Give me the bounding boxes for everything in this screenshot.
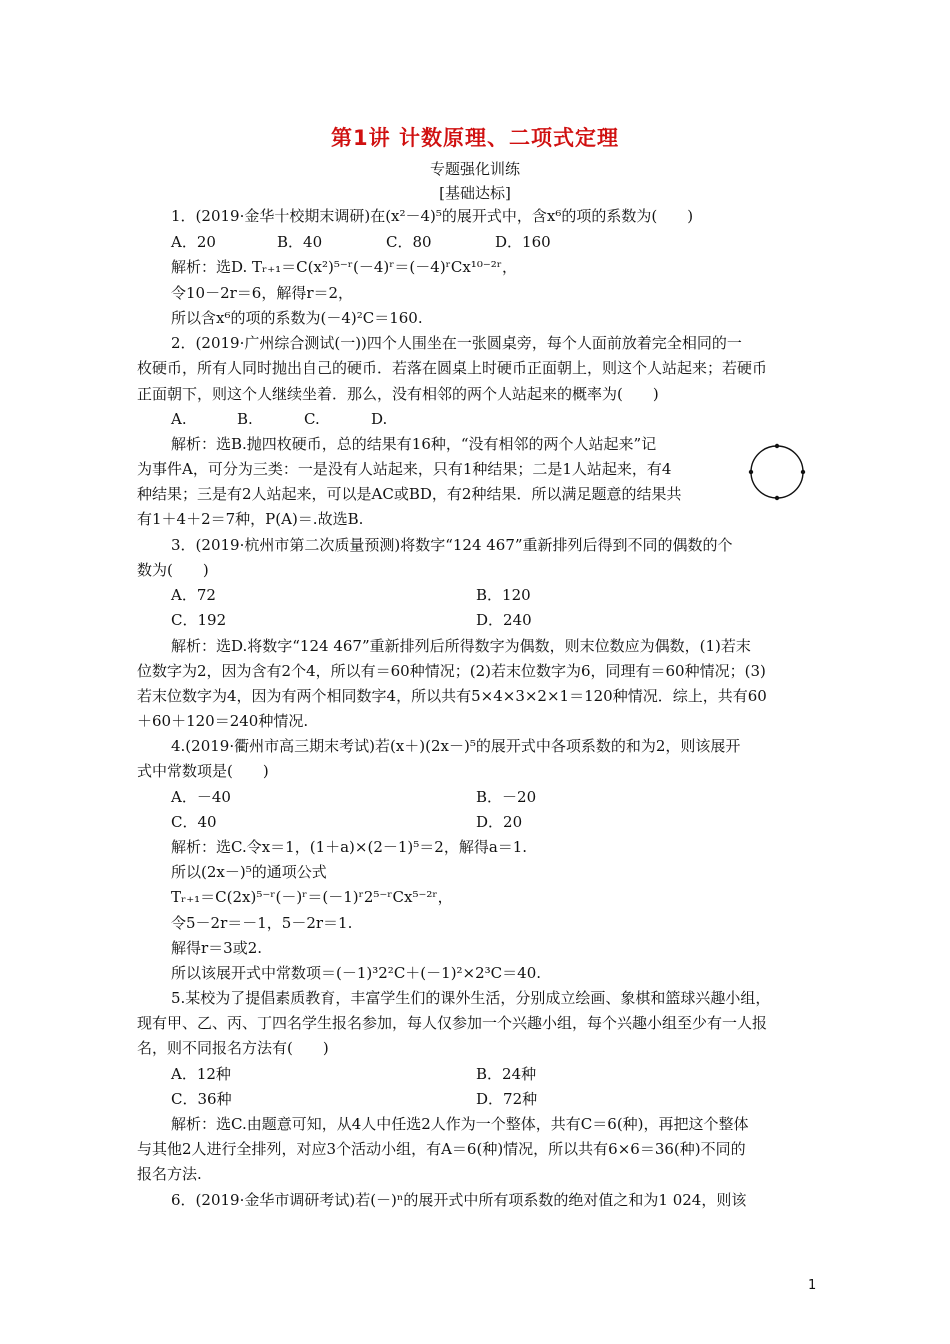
q4-option-a: A．－40 xyxy=(171,788,231,806)
q3-stem-line: 3．(2019·杭州市第二次质量预测)将数字“124 467”重新排列后得到不同的偶数的个 xyxy=(171,536,733,554)
seat-c-point xyxy=(775,496,779,500)
q3-option-a: A．72 xyxy=(171,586,216,604)
q5-solution-line: 解析：选C.由题意可知，从4人中任选2人作为一个整体，共有C＝6(种)，再把这个整体 xyxy=(171,1115,749,1133)
q3-solution-line: 解析：选D.将数字“124 467”重新排列后所得数字为偶数，则末位数应为偶数，(1)若末 xyxy=(171,637,751,655)
q1-option-d: D．160 xyxy=(495,233,551,251)
section-label: [基础达标] xyxy=(439,184,511,202)
q4-solution-line: 令5－2r＝－1，5－2r＝1. xyxy=(171,914,353,932)
q3-solution-line: 位数字为2，因为含有2个4，所以有＝60种情况；(2)若末位数字为6，同理有＝60种情况；(3) xyxy=(137,662,766,680)
q2-stem-line: 枚硬币，所有人同时抛出自己的硬币．若落在圆桌上时硬币正面朝上，则这个人站起来；若硬币 xyxy=(137,359,768,377)
q5-option-a: A．12种 xyxy=(171,1065,231,1083)
q1-solution-line: 解析：选D. Tᵣ₊₁＝C(x²)⁵⁻ʳ(－4)ʳ＝(－4)ʳCx¹⁰⁻²ʳ， xyxy=(171,258,517,276)
q1-option-c: C．80 xyxy=(386,233,432,251)
q5-stem-line: 名，则不同报名方法有( ) xyxy=(137,1039,329,1057)
q4-option-c: C．40 xyxy=(171,813,217,831)
q3-option-b: B．120 xyxy=(476,586,531,604)
q2-solution-line: 种结果；三是有2人站起来，可以是AC或BD，有2种结果．所以满足题意的结果共 xyxy=(137,485,682,503)
q1-option-b: B．40 xyxy=(277,233,323,251)
subtitle: 专题强化训练 xyxy=(429,160,520,178)
q1-option-a: A．20 xyxy=(171,233,216,251)
q4-option-d: D．20 xyxy=(476,813,523,831)
q5-option-c: C．36种 xyxy=(171,1090,232,1108)
q5-stem-line: 现有甲、乙、丙、丁四名学生报名参加，每人仅参加一个兴趣小组，每个兴趣小组至少有一人报 xyxy=(137,1014,768,1032)
seat-b-point xyxy=(801,470,805,474)
q4-option-b: B．－20 xyxy=(476,788,537,806)
seat-d-point xyxy=(749,470,753,474)
q2-option-d: D. xyxy=(371,410,388,428)
q5-option-d: D．72种 xyxy=(476,1090,538,1108)
q4-solution-line: 所以该展开式中常数项＝(－1)³2²C＋(－1)²×2³C＝40. xyxy=(171,964,542,982)
round-table-circle xyxy=(751,446,803,498)
q6-stem-line: 6．(2019·金华市调研考试)若(－)ⁿ的展开式中所有项系数的绝对值之和为1 024，则该 xyxy=(171,1191,747,1209)
q5-solution-line: 与其他2人进行全排列，对应3个活动小组，有A＝6(种)情况，所以共有6×6＝36(种)不同的 xyxy=(137,1140,746,1158)
q3-solution-line: 若末位数字为4，因为有两个相同数字4，所以共有5×4×3×2×1＝120种情况．综上，共有60 xyxy=(137,687,767,705)
q3-option-c: C．192 xyxy=(171,611,227,629)
q3-solution-line: ＋60＋120＝240种情况. xyxy=(137,712,309,730)
q4-stem-line: 4.(2019·衢州市高三期末考试)若(x＋)(2x－)⁵的展开式中各项系数的和为2，则该展开 xyxy=(171,737,741,755)
q2-solution-line: 有1＋4＋2＝7种，P(A)＝.故选B. xyxy=(137,510,364,528)
q4-solution-line: Tᵣ₊₁＝C(2x)⁵⁻ʳ(－)ʳ＝(－1)ʳ2⁵⁻ʳCx⁵⁻²ʳ， xyxy=(171,888,453,906)
q2-solution-line: 解析：选B.抛四枚硬币，总的结果有16种，“没有相邻的两个人站起来”记 xyxy=(171,435,657,453)
page-title: 第1讲 计数原理、二项式定理 xyxy=(331,126,619,150)
q3-stem-line: 数为( ) xyxy=(137,561,209,579)
q4-stem-line: 式中常数项是( ) xyxy=(137,762,269,780)
q1-solution-line: 所以含x⁶的项的系数为(－4)²C＝160. xyxy=(171,309,423,327)
q5-stem-line: 5.某校为了提倡素质教育，丰富学生们的课外生活，分别成立绘画、象棋和篮球兴趣小组， xyxy=(171,989,771,1007)
q1-stem: 1．(2019·金华十校期末调研)在(x²－4)⁵的展开式中，含x⁶的项的系数为( ) xyxy=(171,207,694,225)
page-number: 1 xyxy=(808,1278,817,1293)
seat-a-point xyxy=(775,444,779,448)
q1-solution-line: 令10－2r＝6，解得r＝2， xyxy=(171,284,354,302)
q4-solution-line: 解得r＝3或2. xyxy=(171,939,263,957)
q4-solution-line: 所以(2x－)⁵的通项公式 xyxy=(171,863,327,881)
q2-solution-line: 为事件A，可分为三类：一是没有人站起来，只有1种结果；二是1人站起来，有4 xyxy=(137,460,672,478)
q2-stem-line: 2．(2019·广州综合测试(一))四个人围坐在一张圆桌旁，每个人面前放着完全相同的一 xyxy=(171,334,742,352)
q2-option-b: B. xyxy=(237,410,253,428)
q5-solution-line: 报名方法. xyxy=(137,1165,202,1183)
q2-stem-line: 正面朝下，则这个人继续坐着．那么，没有相邻的两个人站起来的概率为( ) xyxy=(137,385,659,403)
round-table-diagram xyxy=(734,440,820,516)
q4-solution-line: 解析：选C.令x＝1，(1＋a)×(2－1)⁵＝2，解得a＝1. xyxy=(171,838,528,856)
q3-option-d: D．240 xyxy=(476,611,532,629)
q2-option-a: A. xyxy=(171,410,187,428)
q2-option-c: C. xyxy=(304,410,320,428)
q5-option-b: B．24种 xyxy=(476,1065,537,1083)
